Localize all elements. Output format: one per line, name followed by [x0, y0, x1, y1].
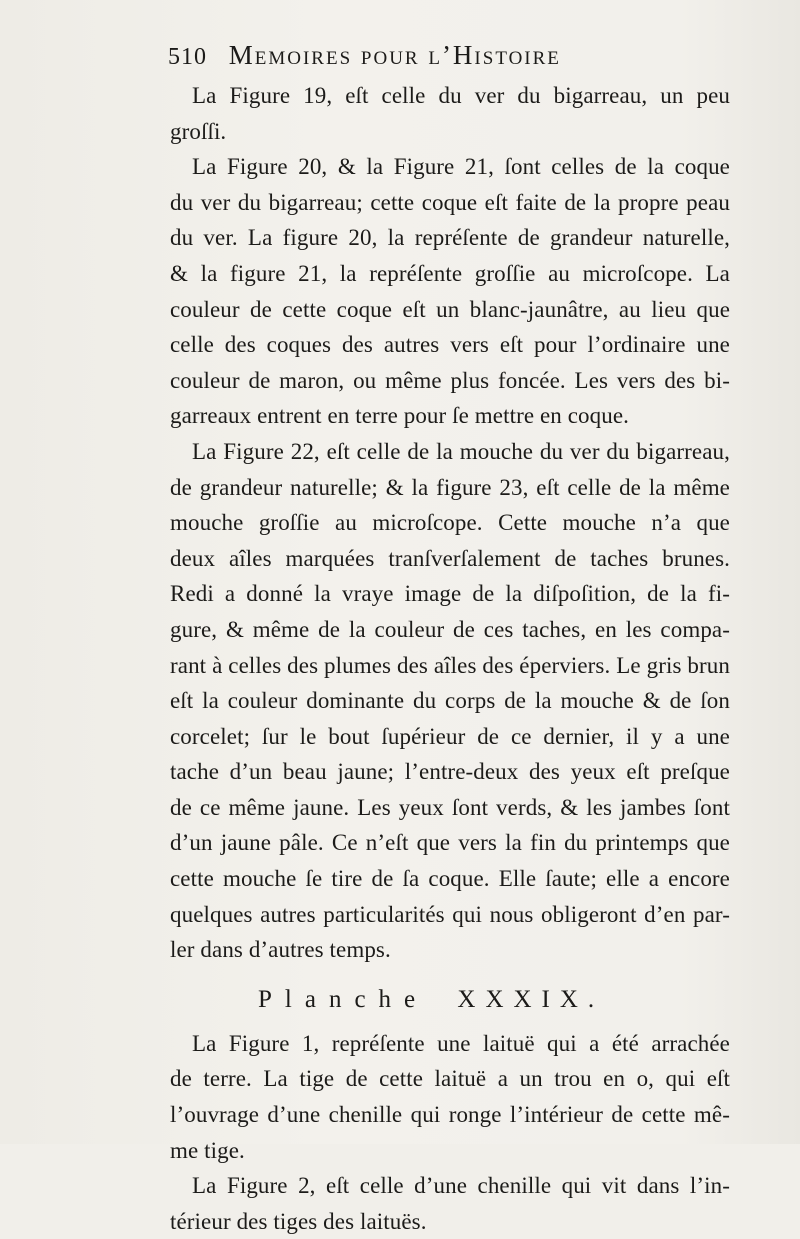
paragraph — [170, 1026, 730, 1168]
text-line: de terre. La tige de cette laituë a un trou en o, qui eſt — [170, 1066, 730, 1092]
text-line: La Figure 22, eſt celle de la mouche du ver du bigarreau, — [192, 438, 730, 464]
text-line: Redi a donné la vraye image de la diſpoſition, de la fi- — [170, 581, 730, 607]
text-line: du ver du bigarreau; cette coque eſt faite de la propre peau — [170, 189, 730, 215]
plate-heading — [170, 968, 730, 1026]
text-line: d’un jaune pâle. Ce n’eſt que vers la fin du printemps que — [170, 830, 730, 856]
text-line: de ce même jaune. Les yeux ſont verds, & les jambes ſont — [170, 794, 730, 820]
plate-heading-numeral: XXXIX. — [457, 985, 605, 1013]
text-line: me tige. — [170, 1137, 245, 1163]
plate-heading-word: Planche — [258, 985, 429, 1013]
text-line: garreaux entrent en terre pour ſe mettre en coque. — [170, 403, 630, 429]
text-line: corcelet; ſur le bout ſupérieur de ce dernier, il y a une — [170, 723, 730, 749]
text-line: l’ouvrage d’une chenille qui ronge l’intérieur de cette mê- — [170, 1102, 730, 1128]
text-line: de grandeur naturelle; & la figure 23, eſt celle de la même — [170, 474, 730, 500]
text-line: La Figure 2, eſt celle d’une chenille qui vit dans l’in- — [192, 1173, 730, 1199]
paragraph — [170, 78, 730, 149]
text-line: & la figure 21, la repréſente groſſie au microſcope. La — [170, 260, 730, 286]
text-line: celle des coques des autres vers eſt pour l’ordinaire une — [170, 332, 730, 358]
text-line: eſt la couleur dominante du corps de la mouche & de ſon — [170, 688, 730, 714]
page-header — [168, 40, 688, 80]
text-line: gure, & même de la couleur de ces taches, en les compa- — [170, 616, 730, 642]
paragraph — [170, 434, 730, 968]
paragraph — [170, 1168, 730, 1239]
text-line: mouche groſſie au microſcope. Cette mouche n’a que — [170, 510, 730, 536]
text-line: quelques autres particularités qui nous obligeront d’en par- — [170, 901, 730, 927]
text-line: couleur de maron, ou même plus foncée. Les vers des bi- — [170, 367, 730, 393]
paragraph — [170, 149, 730, 434]
text-line: tache d’un beau jaune; l’entre-deux des yeux eſt preſque — [170, 759, 730, 785]
text-line: La Figure 1, repréſente une laituë qui a été arrachée — [192, 1030, 730, 1056]
text-line: groſſi. — [170, 118, 227, 144]
page-body — [170, 78, 730, 1239]
text-line: rant à celles des plumes des aîles des éperviers. Le gris brun — [170, 652, 730, 678]
text-line: couleur de cette coque eſt un blanc-jaunâtre, au lieu que — [170, 296, 730, 322]
text-line: La Figure 20, & la Figure 21, ſont celles de la coque — [192, 154, 730, 180]
text-line: térieur des tiges des laituës. — [170, 1208, 427, 1234]
text-line: ler dans d’autres temps. — [170, 937, 391, 963]
running-title: Memoires pour l’Histoire — [228, 40, 561, 70]
text-line: La Figure 19, eſt celle du ver du bigarreau, un peu — [192, 83, 730, 108]
page-number: 510 — [168, 44, 207, 70]
text-line: deux aîles marquées tranſverſalement de taches brunes. — [170, 545, 730, 571]
text-line: du ver. La figure 20, la repréſente de grandeur naturelle, — [170, 225, 730, 251]
text-line: cette mouche ſe tire de ſa coque. Elle ſaute; elle a encore — [170, 866, 730, 892]
